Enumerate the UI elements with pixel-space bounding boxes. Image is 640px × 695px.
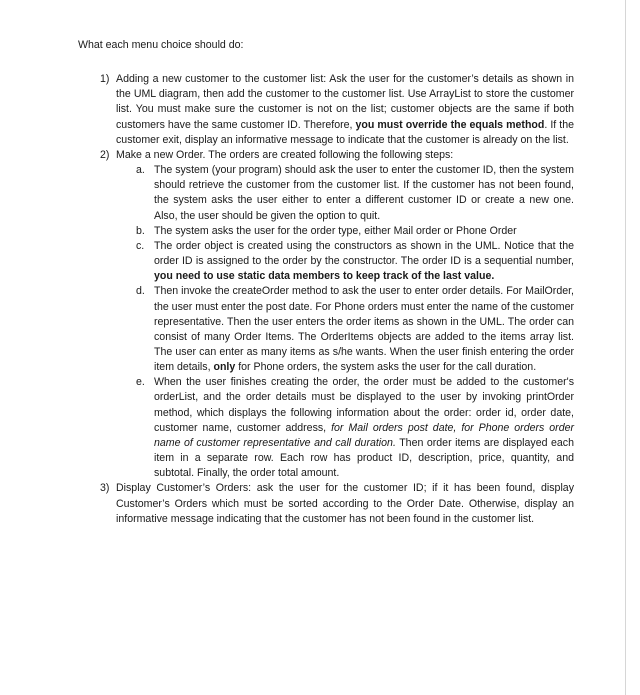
item-text: Display Customer’s Orders: ask the user for the customer ID; if it has been found, display Customer’s Orders which must be sorted according to the Order Date. Otherwise, display an informative message indicating that the customer has not been found in the customer list. [116,482,574,525]
document-content [78,38,574,527]
item-number: 2) [100,148,110,161]
sub-item-b [116,224,574,239]
sub-item-italic-text: for Mail orders post date, for Phone orders order name of customer representative and call duration. [154,421,575,449]
sub-item-text: The order object is created using the constructors as shown in the UML. Notice that the order ID is assigned to the order by the constructor. The order ID is a sequential number, [154,239,574,268]
sub-item-text: The system asks the user for the order type, either Mail order or Phone Order [154,224,517,237]
sub-item-a [116,163,574,224]
list-item-1 [78,72,574,148]
menu-choice-list [78,72,574,527]
sub-item-letter: a. [136,164,145,177]
sub-item-letter: c. [136,239,145,252]
sub-item-letter: e. [136,376,145,389]
sub-item-letter: b. [136,224,145,237]
sub-item-letter: d. [136,285,145,298]
order-steps-list [116,163,574,481]
sub-item-text: for Phone orders, the system asks the user for the call duration. [235,361,537,374]
sub-item-d [116,284,574,375]
sub-item-text: Then invoke the createOrder method to ask the user to enter order details. For MailOrder, the user must enter the post date. For Phone orders must enter the name of the customer representative. Then the user enters the order items as shown in the UML. The order can consist of many Order Items. The OrderItems objects are added to the items array list. The user can enter as many items as s/he wants. When the user finish entering the order item details, [154,285,574,374]
viewer-background [627,0,640,695]
sub-item-text: When the user finishes creating the order, the order must be added to the customer's orderList, and the order details must be displayed to the user by invoking printOrder method, which displays the following information about the order: order id, order date, customer name, customer address, [154,376,574,434]
item-text: . If the customer exit, display an informative message to indicate that the customer is already on the list. [116,118,574,146]
sub-item-bold-text: you need to use static data members to keep track of the last value. [154,270,495,283]
item-number: 1) [100,73,110,86]
section-heading: What each menu choice should do: [78,39,244,51]
sub-item-e [116,375,574,481]
sub-item-c [116,239,574,284]
item-text: Adding a new customer to the customer list: Ask the user for the customer’s details as shown in the UML diagram, then add the customer to the customer list. Use ArrayList to store the customer list. You must make sure the customer is not on the list; customer objects are the same if both customers have the same customer ID. Therefore, [116,73,574,131]
sub-item-text: The system (your program) should ask the user to enter the customer ID, then the system should retrieve the customer from the customer list. If the customer has not been found, the system asks the user either to enter a different customer ID or create a new one. Also, the user should be given the option to quit. [154,164,574,222]
item-number: 3) [100,482,110,495]
list-item-3 [78,481,574,526]
item-text: Make a new Order. The orders are created following the following steps: [116,148,454,161]
sub-item-bold-text: only [213,361,236,374]
item-bold-text: you must override the equals method [355,118,545,131]
sub-item-text: Then order items are displayed each item in a separate row. Each row has product ID, description, price, quantity, and subtotal. Finally, the order total amount. [154,436,574,480]
list-item-2 [78,148,574,481]
